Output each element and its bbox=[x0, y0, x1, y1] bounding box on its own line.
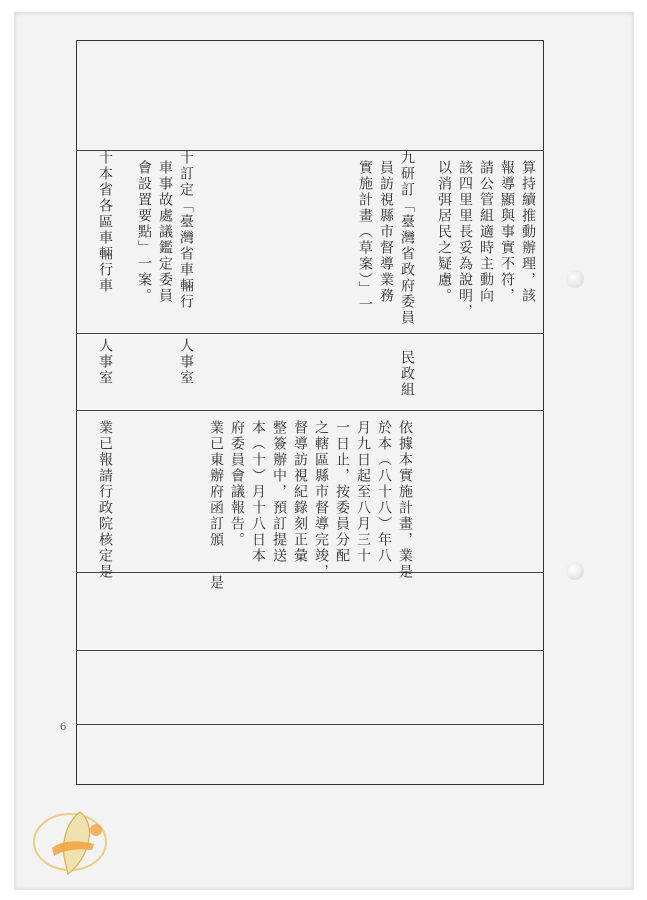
text-column-3: 請公管組適時主動向 bbox=[478, 160, 494, 304]
text-column-21: 會設置要點」一案。 bbox=[136, 160, 152, 304]
text-column-12: 一日止，按委員分配 bbox=[334, 420, 350, 564]
row-divider-3 bbox=[76, 410, 544, 411]
text-column-14: 督導訪視紀錄刻正彙 bbox=[292, 420, 308, 564]
text-column-18-end: 是 bbox=[208, 575, 224, 591]
text-column-20: 車事故處議鑑定委員 bbox=[157, 160, 173, 304]
text-column-19: 十訂定「臺灣省車輛行 bbox=[178, 150, 194, 310]
text-column-17: 府委員會議報告。 bbox=[229, 420, 245, 548]
text-column-18: 業已東辦府函訂頒 bbox=[208, 420, 224, 548]
row-divider-1 bbox=[76, 150, 544, 151]
text-column-2: 報導顯與事實不符， bbox=[499, 160, 515, 304]
row-divider-4 bbox=[76, 572, 544, 573]
text-column-11: 月九日起至八月三十 bbox=[355, 420, 371, 564]
text-column-9: 依據本實施計畫，業是 bbox=[397, 420, 413, 580]
text-column-23: 業已報請行政院核定是 bbox=[97, 420, 113, 580]
row-divider-6 bbox=[76, 724, 544, 725]
text-column-7: 員訪視縣市督導業務 bbox=[378, 160, 394, 304]
row-divider-5 bbox=[76, 650, 544, 651]
row-divider-2 bbox=[76, 333, 544, 334]
taiwan-emblem-icon bbox=[22, 800, 122, 880]
text-column-6: 九研訂「臺灣省政府委員 bbox=[399, 150, 415, 326]
text-column-4: 該四里里長妥為說明， bbox=[457, 160, 473, 320]
text-column-22-dept: 人事室 bbox=[97, 338, 113, 386]
text-column-16: 本（十）月十八日本 bbox=[250, 420, 266, 564]
text-column-8: 實施計畫（草案）」一 bbox=[357, 160, 373, 313]
binding-hole-top bbox=[566, 270, 584, 288]
document-frame bbox=[76, 40, 544, 785]
page-number: 6 bbox=[60, 722, 67, 733]
binding-hole-bottom bbox=[566, 562, 584, 580]
text-column-6-dept: 民政組 bbox=[399, 350, 415, 398]
text-column-1: 算持續推動辦理，該 bbox=[520, 160, 536, 304]
text-column-19-dept: 人事室 bbox=[178, 338, 194, 386]
text-column-22: 十本省各區車輛行車 bbox=[97, 150, 113, 294]
text-column-13: 之轄區縣市督導完竣， bbox=[313, 420, 329, 580]
text-column-10: 於本（八十八）年八 bbox=[376, 420, 392, 564]
text-column-15: 整簽辦中，預訂提送 bbox=[271, 420, 287, 564]
text-column-5: 以消弭居民之疑慮。 bbox=[436, 160, 452, 304]
